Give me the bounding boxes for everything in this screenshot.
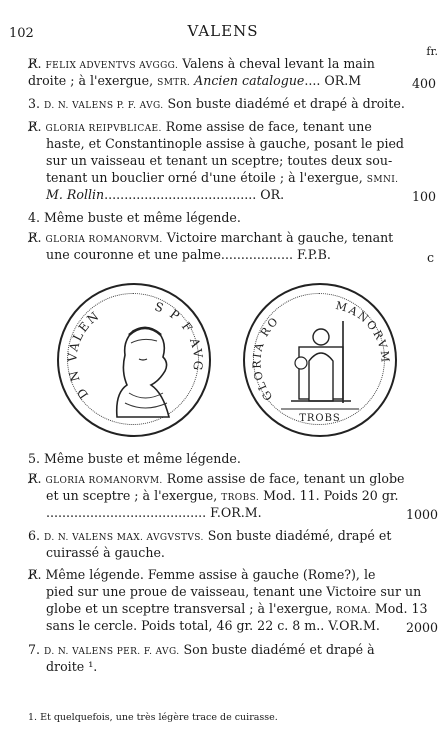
entry-number: 3. (28, 96, 45, 111)
entry-line (28, 642, 375, 660)
entry-text: droite ; à l'exergue, (28, 73, 158, 88)
price: 100 (411, 189, 436, 204)
coin-legend: GLORIA ROMANORVM. (45, 476, 163, 486)
svg-text:D N VALEN (65, 308, 103, 401)
reverse-mark: R̸. (28, 119, 46, 134)
svg-text:GLORIA RO (250, 314, 281, 403)
price: 1000 (405, 507, 438, 522)
reverse-legend-left: GLORIA RO (250, 313, 282, 403)
entry-text: Mod. 13 (370, 601, 428, 616)
price: 400 (411, 76, 436, 91)
entry-text: et un sceptre ; à l'exergue, (46, 488, 222, 503)
entry-line: haste, et Constantinople assise à gauche, posant le pied (46, 136, 404, 151)
entry-line (28, 96, 405, 114)
entry-line (28, 230, 393, 248)
entry-line: 5. Même buste et même légende. (28, 451, 241, 466)
price: 2000 (405, 620, 438, 635)
entry-number: 6. (28, 528, 45, 543)
entry-text: Son buste diadémé et drapé à (179, 642, 375, 657)
exergue-mark: TROBS. (221, 493, 260, 503)
entry-line: une couronne et une palme.................. F.P.B. (46, 247, 331, 262)
entry-text: Mod. 11. Poids 20 gr. (259, 488, 399, 503)
entry-line: droite ¹. (46, 659, 98, 674)
reverse-coin-image (243, 283, 397, 437)
obverse-coin-image (57, 283, 211, 437)
entry-line (28, 528, 391, 546)
coin-legend: D. N. VALENS MAX. AVGVSTVS. (44, 533, 204, 543)
exergue-mark: SMTR. (157, 78, 191, 88)
page-number: 102 (9, 26, 34, 41)
source-reference: Ancien catalogue (190, 73, 305, 88)
entry-line: sans le cercle. Poids total, 46 gr. 22 c. 8 m.. V.OR.M. (46, 618, 380, 633)
entry-text: globe et un sceptre transversal ; à l'exergue, (46, 601, 337, 616)
reverse-mark: R̸. (28, 56, 46, 71)
page-title: VALENS (187, 22, 259, 40)
entry-line (46, 488, 399, 506)
exergue-mark: SMNI. (366, 175, 399, 185)
entry-line (46, 170, 398, 188)
entry-line: sur un vaisseau et tenant un sceptre; toutes deux sou- (46, 153, 393, 168)
entry-text: tenant un bouclier orné d'une étoile ; à l'exergue, (46, 170, 367, 185)
entry-text: Victoire marchant à gauche, tenant (162, 230, 394, 245)
reverse-mark: R̸. (28, 230, 46, 245)
valens-bust-icon (59, 285, 209, 435)
entry-text: Rome assise de face, tenant une (161, 119, 372, 134)
entry-number: 7. (28, 642, 45, 657)
reverse-mark: R̸. (28, 471, 46, 486)
entry-text: Rome assise de face, tenant un globe (162, 471, 405, 486)
reverse-legend-right: MANORVM (334, 298, 392, 365)
rarity-mark: c (426, 250, 434, 265)
entry-line (28, 119, 372, 137)
entry-text: Son buste diadémé et drapé à droite. (163, 96, 405, 111)
source-reference: M. Rollin (46, 187, 105, 202)
footnote: 1. Et quelquefois, une très légère trace de cuirasse. (28, 712, 278, 723)
entry-line (28, 56, 375, 74)
obverse-legend-left: D N VALEN (65, 307, 103, 402)
entry-line (28, 73, 361, 91)
entry-line (28, 471, 404, 489)
coin-legend: FELIX ADVENTVS AVGGG. (45, 61, 179, 71)
entry-text: Son buste diadémé, drapé et (203, 528, 392, 543)
reverse-exergue: TROBS (299, 413, 341, 424)
entry-line: R̸. Même légende. Femme assise à gauche (Rome?), le (28, 567, 376, 582)
entry-text: Valens à cheval levant la main (178, 56, 375, 71)
coin-legend: GLORIA ROMANORVM. (45, 235, 163, 245)
entry-line: cuirassé à gauche. (46, 545, 165, 560)
seated-rome-icon (245, 285, 395, 435)
coin-legend: GLORIA REIPVBLICAE. (45, 124, 162, 134)
coin-legend: D. N. VALENS PER. F. AVG. (44, 647, 180, 657)
currency-label: fr. (426, 45, 438, 58)
exergue-mark: ROMA. (336, 606, 371, 616)
entry-line: 4. Même buste et même légende. (28, 210, 241, 225)
metal-code: ...................................... OR. (104, 187, 285, 202)
entry-line: pied sur une proue de vaisseau, tenant une Victoire sur un (46, 584, 422, 599)
entry-line: ........................................ F.OR.M. (46, 505, 262, 520)
entry-line (46, 187, 284, 202)
metal-code: .... OR.M (304, 73, 362, 88)
coin-legend: D. N. VALENS P. F. AVG. (44, 101, 164, 111)
obverse-legend-right: S P F AVG (152, 299, 206, 373)
entry-line (46, 601, 427, 619)
